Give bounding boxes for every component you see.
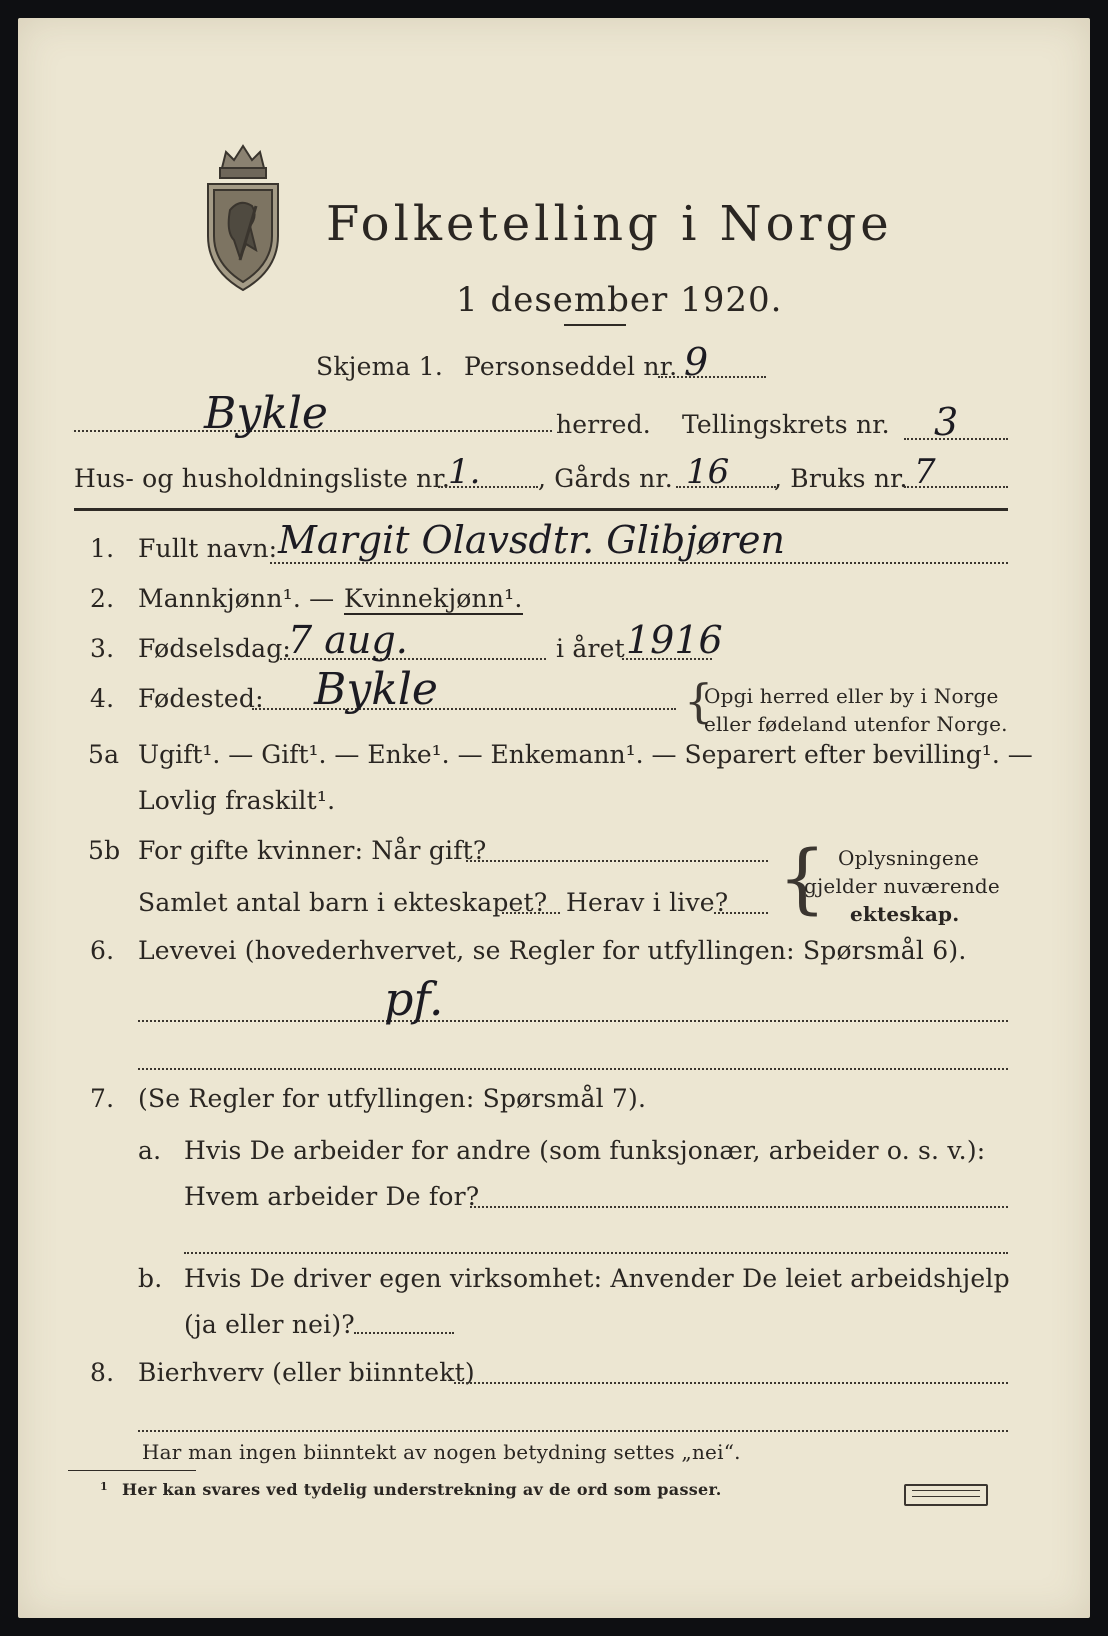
q3-label: Fødselsdag: [138,634,292,663]
skjema-label: Skjema 1. [316,352,444,381]
q3-value[interactable]: 7 aug. [288,618,408,662]
q4-note-brace: { [684,674,714,728]
q6-number: 6. [90,936,115,965]
footnote-mark: 1 [100,1480,108,1493]
q4-number: 4. [90,684,115,713]
q7b-letter: b. [138,1264,163,1293]
q5b-children-line [502,912,560,914]
q5b-children-label: Samlet antal barn i ekteskapet? [138,888,548,917]
q5a-options[interactable]: Ugift¹. — Gift¹. — Enke¹. — Enkemann¹. — Separert efter bevilling¹. — [138,740,1033,769]
q8-line-2 [138,1430,1008,1432]
q8-number: 8. [90,1358,115,1387]
gards-label: , Gårds nr. [538,464,673,493]
q4-note-line-1: Opgi herred eller by i Norge [704,684,999,708]
gards-value[interactable]: 16 [686,452,730,492]
footnote-text: Her kan svares ved tydelig understrekning av de ord som passer. [122,1480,722,1499]
footnote-rule [68,1470,196,1471]
q5b-alive-line [714,912,768,914]
q3-number: 3. [90,634,115,663]
q7a-question: Hvem arbeider De for? [184,1182,480,1211]
q3-year-value[interactable]: 1916 [626,618,723,662]
q6-label: Levevei (hovederhvervet, se Regler for utfyllingen: Spørsmål 6). [138,936,967,965]
q5b-note-brace: { [778,833,827,922]
q7a-line-1 [470,1206,1008,1208]
q5b-note-line-1: Oplysningene [838,846,980,870]
norwegian-coat-of-arms-icon [200,140,286,296]
bruks-label: , Bruks nr. [774,464,908,493]
q5b-when-married-line [466,860,768,862]
q5b-note-line-3: ekteskap. [850,902,960,926]
printer-stamp [904,1484,988,1506]
q6-line-1 [138,1020,1008,1022]
personseddel-label: Personseddel nr. [464,352,678,381]
q4-note-line-2: eller fødeland utenfor Norge. [704,712,1008,736]
q1-line [270,562,1008,564]
q7b-text: Hvis De driver egen virksomhet: Anvender De leiet arbeidshjelp [184,1264,1010,1293]
q8-line-1 [454,1382,1008,1384]
q2-female[interactable]: Kvinnekjønn¹. [344,584,523,613]
title-rule [564,324,626,326]
q6-line-2 [138,1068,1008,1070]
census-form-page [18,18,1090,1618]
hus-value[interactable]: 1. [448,452,481,492]
q1-label: Fullt navn: [138,534,278,563]
q7b-line [354,1332,454,1334]
q4-value[interactable]: Bykle [314,664,438,715]
q5b-number: 5b [88,836,121,865]
personseddel-line [658,376,766,378]
bruks-value[interactable]: 7 [914,452,936,492]
q7-label: (Se Regler for utfyllingen: Spørsmål 7). [138,1084,647,1113]
q5a-options-2[interactable]: Lovlig fraskilt¹. [138,786,336,815]
q6-value[interactable]: pf. [384,972,444,1026]
q2-number: 2. [90,584,115,613]
q1-value[interactable]: Margit Olavsdtr. Glibjøren [278,518,786,562]
q5a-number: 5a [88,740,120,769]
q2-male: Mannkjønn¹. — [138,584,335,613]
q4-label: Fødested: [138,684,264,713]
q3-year-label: i året [556,634,625,663]
q5b-when-married-label: For gifte kvinner: Når gift? [138,836,487,865]
q5b-note-line-2: gjelder nuværende [804,874,1000,898]
form-title: Folketelling i Norge [326,196,893,252]
q7b-question: (ja eller nei)? [184,1310,355,1339]
tellingskrets-value[interactable]: 3 [934,400,959,444]
personseddel-value[interactable]: 9 [684,340,709,384]
hus-label: Hus- og husholdningsliste nr. [74,464,451,493]
q7-number: 7. [90,1084,115,1113]
q7a-line-2 [184,1252,1008,1254]
q1-number: 1. [90,534,115,563]
herred-label: herred. [556,410,651,439]
q7a-letter: a. [138,1136,162,1165]
q8-note: Har man ingen biinntekt av nogen betydning settes „nei“. [142,1440,741,1464]
q7a-text: Hvis De arbeider for andre (som funksjonær, arbeider o. s. v.): [184,1136,986,1165]
census-date: 1 desember 1920. [456,280,783,320]
header-divider [74,508,1008,511]
herred-value[interactable]: Bykle [204,388,328,439]
q8-label: Bierhverv (eller biinntekt) [138,1358,475,1387]
tellingskrets-label: Tellingskrets nr. [682,410,890,439]
q5b-alive-label: Herav i live? [566,888,729,917]
